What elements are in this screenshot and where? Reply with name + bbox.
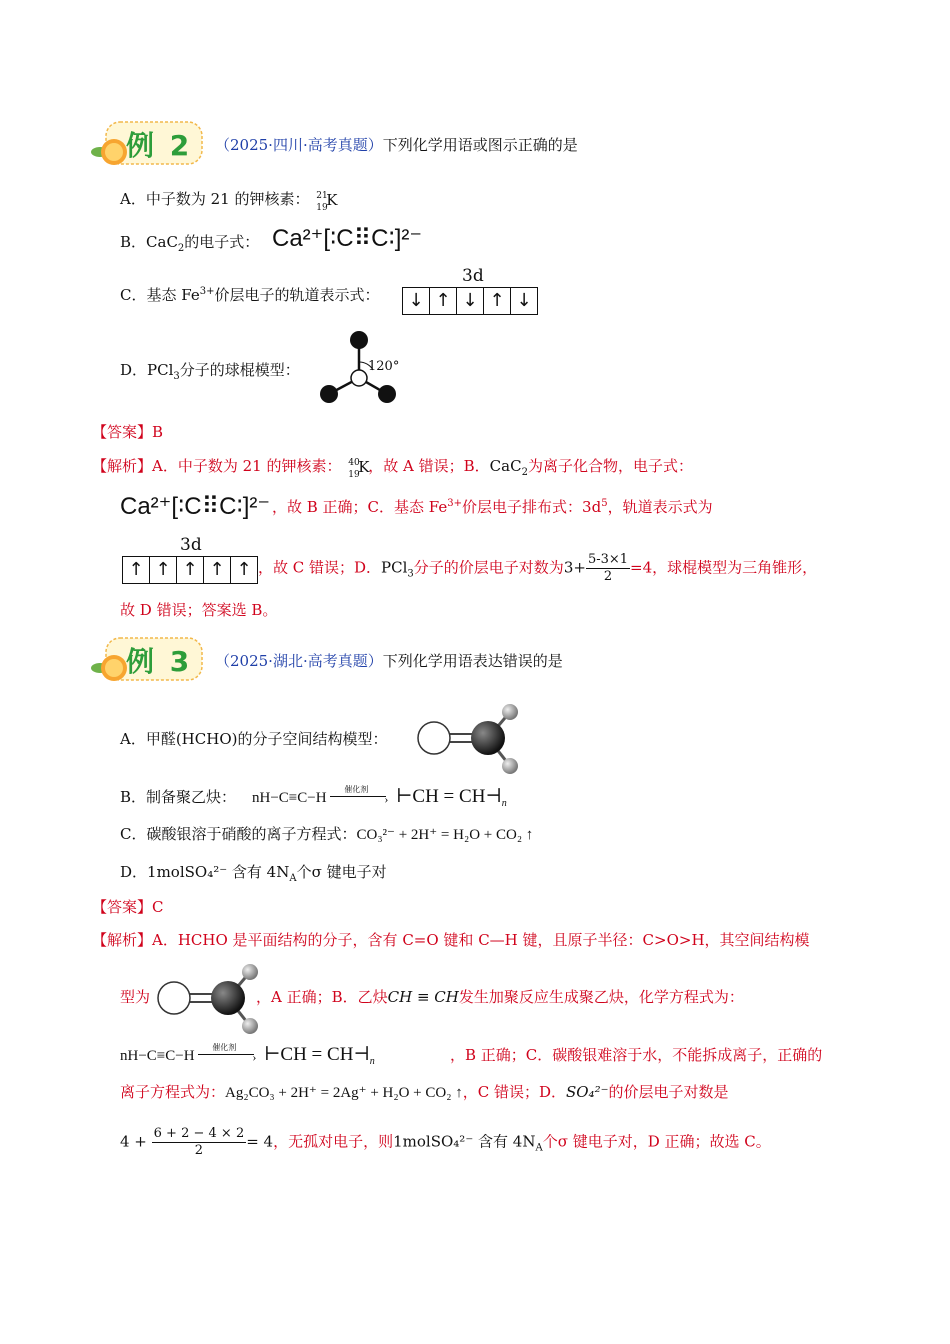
atomic-number: 19: [348, 470, 360, 480]
option-text: 价层电子的轨道表示式：: [214, 286, 380, 304]
option-text: B．CaC: [120, 233, 178, 251]
badge-label: 例 2: [126, 129, 193, 162]
explanation-line: 【解析】A．中子数为 21 的钾核素： 40 19 K ，故 A 错误；B．CaC$_2$为离子化合物，电子式：: [92, 456, 693, 477]
catalyst-label: 催化剂: [344, 785, 369, 794]
option-text: D．PCl: [120, 361, 174, 379]
text: 分子的价层电子对数为: [413, 558, 564, 577]
orbital-box: ↓: [516, 290, 532, 311]
formula: CH ≡ CH: [387, 988, 459, 1006]
orbital-label: 3d: [180, 535, 202, 555]
explanation-line: [120, 987, 150, 1007]
label: 【解析】: [92, 457, 153, 475]
orbital-box: ↓: [403, 288, 430, 314]
option-text: 的电子式：: [184, 233, 260, 251]
angle-label: 120°: [368, 359, 400, 374]
element-symbol: K: [358, 458, 370, 476]
explanation-line: 故 D 错误；答案选 B。: [120, 601, 278, 619]
orbital-box: ↑: [204, 557, 231, 583]
reactant: nH−C≡C−H: [120, 1048, 195, 1064]
formula: CaC: [489, 457, 522, 475]
orbital-box: ↑: [484, 288, 511, 314]
explanation-line: ，B 正确；C．碳酸银难溶于水，不能拆成离子，正确的: [450, 1046, 823, 1064]
reaction-arrow: 催化剂 ›: [198, 1046, 260, 1060]
explanation-line: [256, 987, 744, 1007]
fraction: [586, 552, 630, 585]
option-b: B．CaC$_2$的电子式：: [120, 233, 260, 254]
formula: PCl: [381, 558, 408, 577]
text: =4，球棍模型为三角锥形，: [630, 558, 818, 577]
option-text: 分子的球棍模型：: [179, 361, 300, 379]
text: 为离子化合物，电子式：: [527, 457, 693, 475]
answer: 【答案】C: [92, 898, 164, 916]
reaction-arrow: 催化剂 ›: [330, 788, 392, 802]
stem-text: 下列化学用语表达错误的是: [382, 652, 563, 670]
explanation-line: ，故 B 正确；C．基态 $Fe^{3+}$价层电子排布式：$3d^5$，轨道表示式为: [272, 498, 713, 516]
text: 离子方程式为：: [120, 1083, 226, 1101]
electron-formula: Ca²⁺[∶C⠿C∶]²⁻: [272, 225, 423, 252]
mass-number: 40: [348, 458, 360, 468]
atomic-number: 19: [316, 203, 328, 213]
denominator: 2: [603, 569, 613, 584]
option-a: [120, 189, 338, 213]
denominator: 2: [194, 1143, 204, 1158]
mass-number: 21: [316, 191, 328, 201]
option-text: A．中子数为 21 的钾核素：: [120, 190, 310, 208]
electron-formula: Ca²⁺[∶C⠿C∶]²⁻: [120, 493, 271, 520]
formaldehyde-model-icon: [150, 960, 265, 1040]
orbital-box: ↑: [123, 557, 150, 583]
label: 【解析】: [92, 931, 153, 949]
explanation-line: [92, 930, 810, 950]
question-stem: [215, 135, 578, 155]
text: ，故 B 正确；C．基态 Fe: [272, 498, 448, 516]
text: ，轨道表示式为: [607, 498, 713, 516]
product: CH = CH: [280, 1044, 354, 1065]
text: A．HCHO 是平面结构的分子，含有 C=O 键和 C—H 键，且原子半径：C>O>H，其空间结构模: [152, 931, 810, 949]
formula: 1molSO₄²⁻ 含有 4N: [393, 1132, 536, 1151]
element-symbol: K: [326, 191, 338, 209]
formaldehyde-model-icon: [410, 700, 525, 780]
reactant: nH−C≡C−H: [252, 790, 327, 806]
reaction-equation: nH−C≡C−H 催化剂 › ⊢CH = $CH⊣_n$: [252, 787, 507, 808]
nuclide: [346, 457, 370, 480]
text: ，故 A 错误；B．: [368, 457, 490, 475]
option-text: 个σ 键电子对: [296, 863, 387, 881]
ionic-equation: Ag₂CO₃ + 2H⁺ = 2Ag⁺ + H₂O + CO₂ ↑: [225, 1085, 463, 1101]
option-text: A．甲醛(HCHO)的分子空间结构模型：: [120, 730, 388, 748]
orbital-diagram: [402, 287, 538, 315]
question-stem: [215, 651, 563, 671]
text: 个σ 键电子对，D 正确；故选 C。: [542, 1132, 771, 1151]
explanation-line: [120, 1082, 729, 1103]
text: 价层电子排布式：3d: [462, 498, 602, 516]
option-text: C．碳酸银溶于硝酸的离子方程式：: [120, 825, 357, 843]
text: ，无孤对电子，则: [273, 1132, 394, 1151]
text: A．中子数为 21 的钾核素：: [152, 457, 342, 475]
fraction: [152, 1126, 247, 1159]
option-d: D．PCl$_3$分子的球棍模型：: [120, 361, 300, 382]
option-d: D．1molSO₄²⁻ 含有 $4N_A$个σ 键电子对: [120, 863, 387, 884]
option-b: [120, 787, 236, 807]
text: ，C 错误；D．: [462, 1083, 566, 1101]
badge-label: 例 3: [126, 645, 193, 678]
source-tag: （2025·湖北·高考真题）: [215, 652, 383, 670]
text: 型为: [120, 988, 151, 1006]
example-badge: [88, 634, 208, 688]
option-c: C．基态 $Fe^{3+}$价层电子的轨道表示式：: [120, 286, 380, 304]
orbital-box: ↓: [457, 288, 484, 314]
orbital-box: ↑: [150, 557, 177, 583]
orbital-box: ↑: [236, 559, 252, 580]
option-a: [120, 729, 387, 749]
numerator: 6 + 2 − 4 × 2: [153, 1126, 245, 1141]
text: ，故 C 错误；D．: [258, 558, 382, 577]
reaction-equation: nH−C≡C−H 催化剂 › ⊢CH = $CH⊣_n$: [120, 1045, 375, 1066]
result: = 4: [246, 1132, 274, 1151]
formula: SO₄²⁻: [565, 1083, 609, 1101]
answer: 【答案】B: [92, 423, 164, 441]
numerator: 5-3×1: [587, 552, 629, 567]
catalyst-label: 催化剂: [212, 1043, 237, 1052]
product: CH = CH: [412, 786, 486, 807]
option-text: B．制备聚乙炔：: [120, 788, 237, 806]
source-tag: （2025·四川·高考真题）: [215, 136, 383, 154]
explanation-line: 4 + $\frac{6 + 2 - 4 \times 2}{2}$ = 4，无孤对电子，则1molSO₄²⁻ 含有 $4N_A$个σ 键电子对，D 正确；故选 C。: [120, 1126, 771, 1158]
orbital-box: ↑: [430, 288, 457, 314]
option-text: D．1molSO₄²⁻ 含有 4N: [120, 863, 290, 881]
text: 发生加聚反应生成聚乙炔，化学方程式为：: [458, 988, 744, 1006]
orbital-diagram: [122, 556, 258, 584]
text: 的价层电子对数是: [608, 1083, 729, 1101]
option-text: C．基态 Fe: [120, 286, 200, 304]
nuclide: [314, 190, 338, 213]
explanation-line: ，故 C 错误；D．PCl$_3$分子的价层电子对数为3+ $\frac{5-3\times 1}{2}$ =4，球棍模型为三角锥形，: [258, 552, 818, 584]
text: ，A 正确；B．乙炔: [256, 988, 388, 1006]
option-c: [120, 824, 533, 845]
example-badge: [88, 118, 208, 172]
ionic-equation: CO₃²⁻ + 2H⁺ = H₂O + CO₂ ↑: [356, 827, 534, 843]
orbital-label: 3d: [462, 266, 484, 286]
orbital-box: ↑: [177, 557, 204, 583]
stem-text: 下列化学用语或图示正确的是: [382, 136, 578, 154]
